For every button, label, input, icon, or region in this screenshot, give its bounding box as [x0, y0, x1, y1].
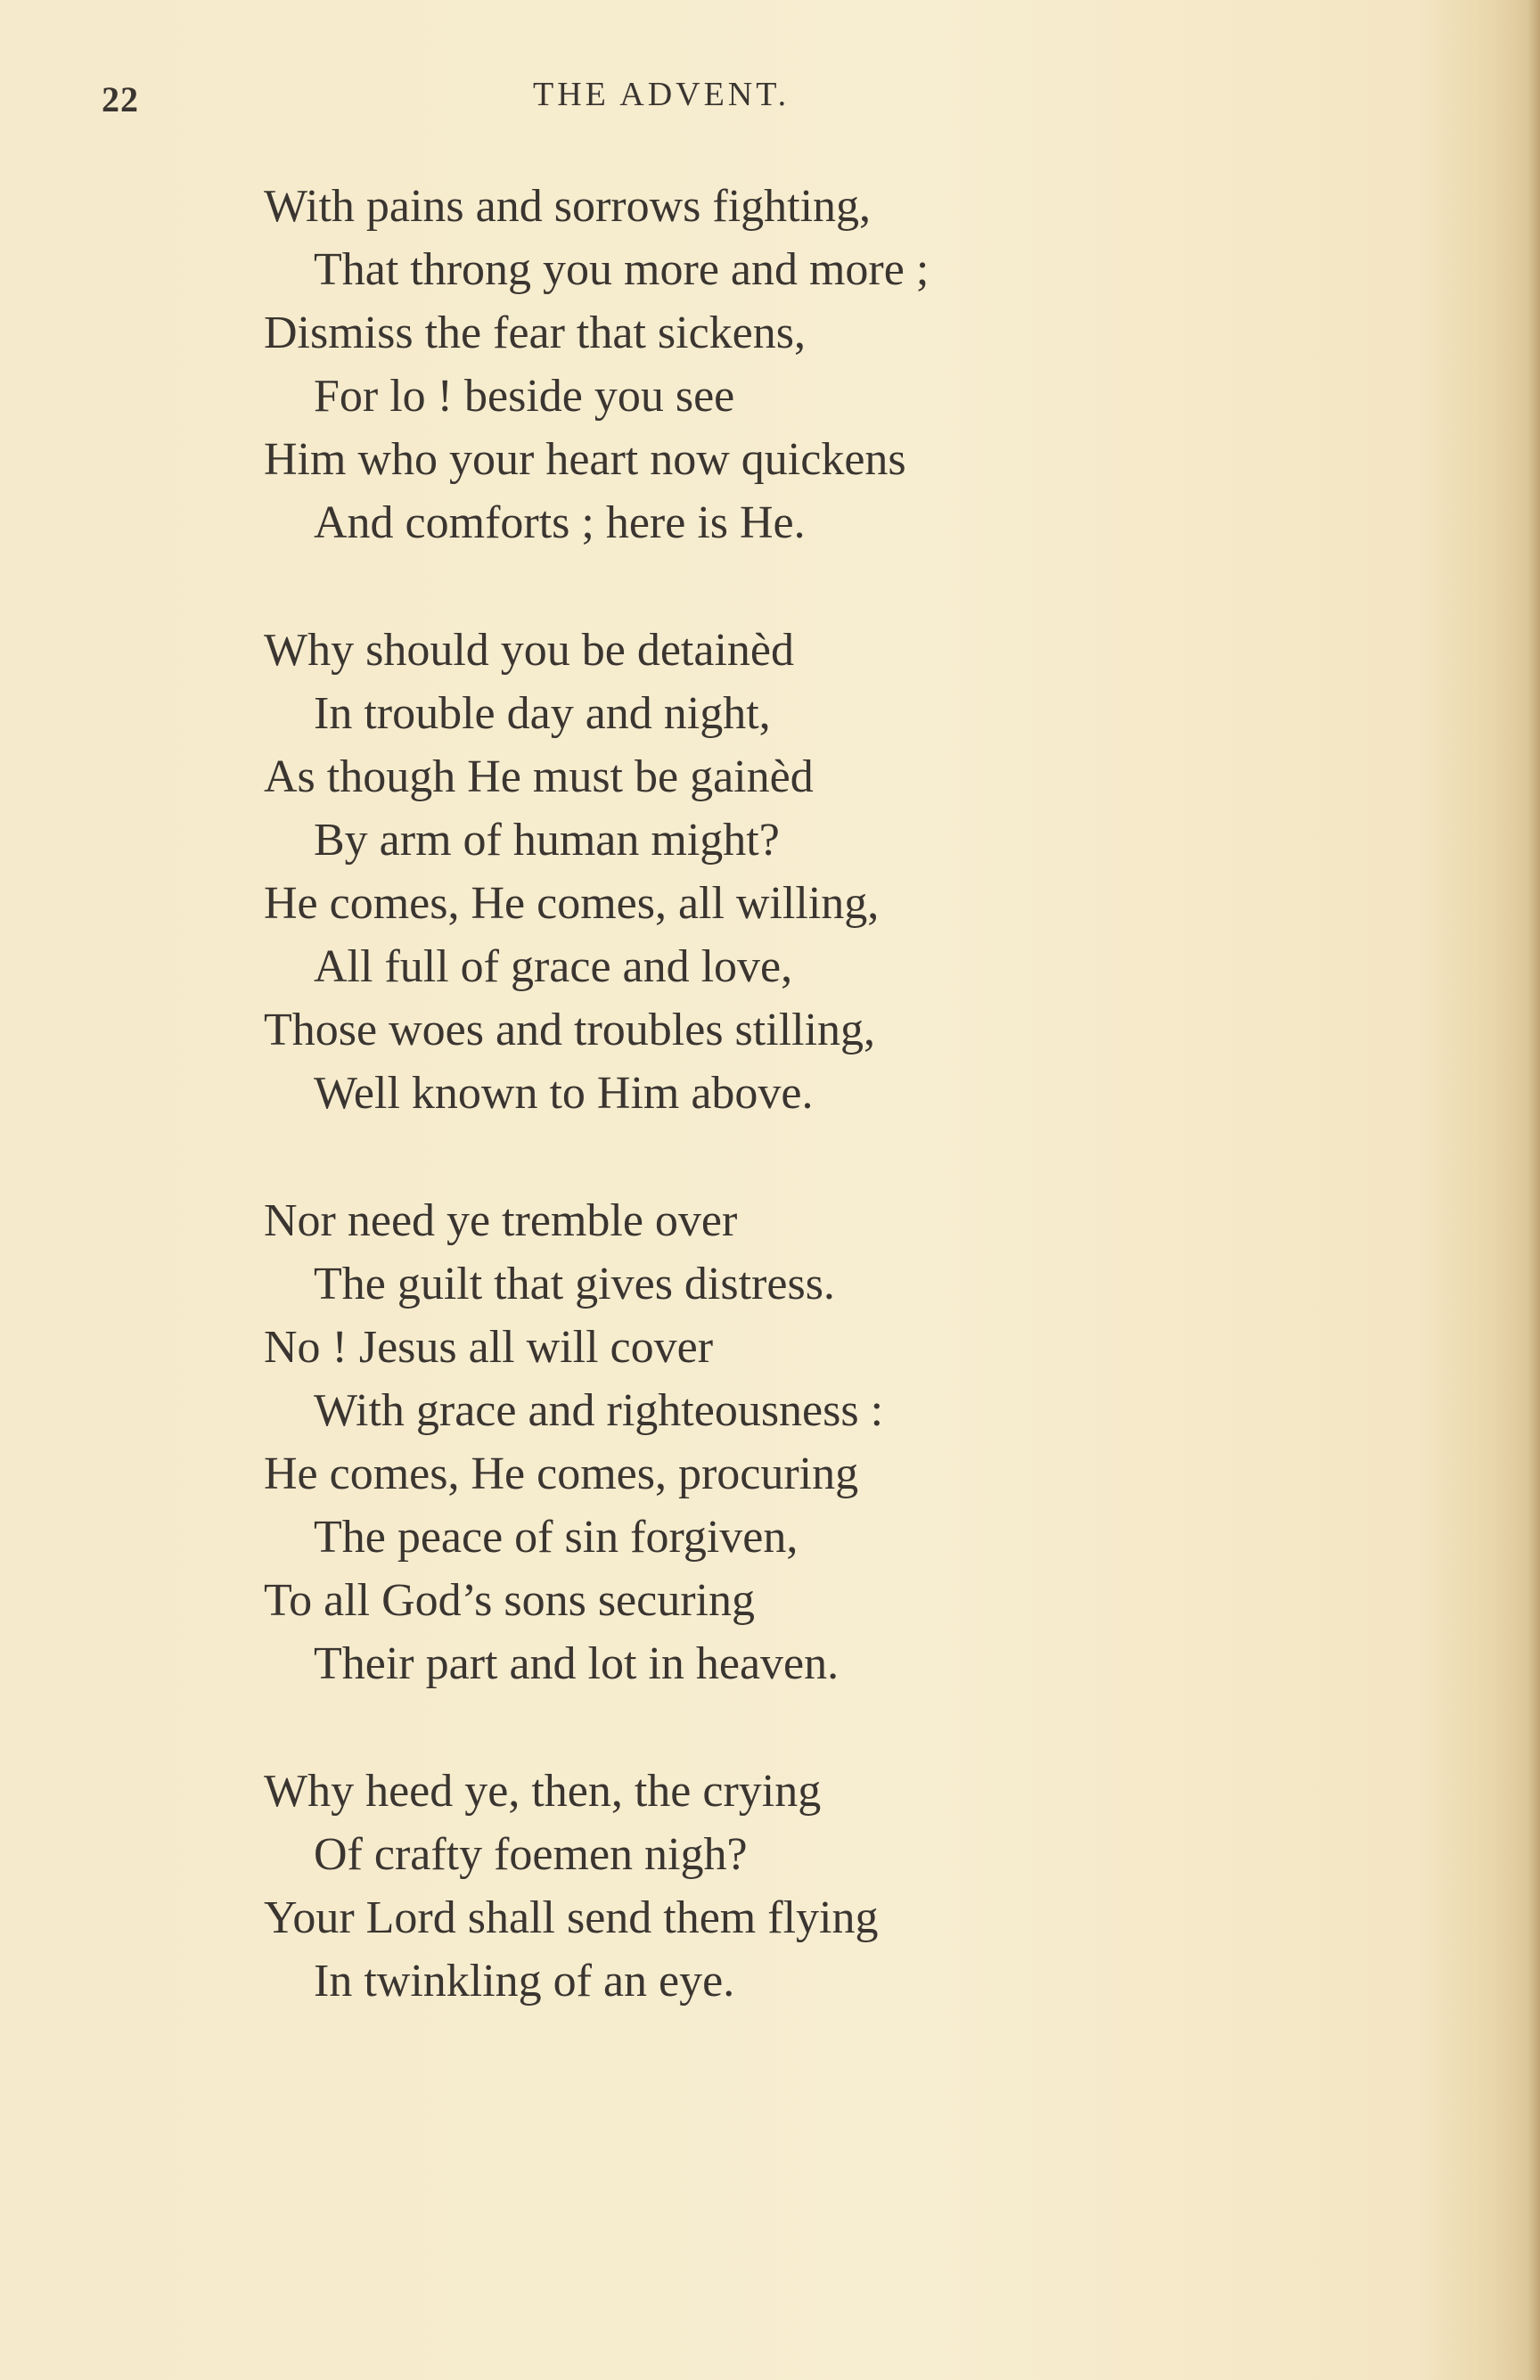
poem-line: Of crafty foemen nigh?	[314, 1829, 748, 1880]
poem-line: Their part and lot in heaven.	[314, 1638, 840, 1689]
poem-line: In twinkling of an eye.	[314, 1956, 735, 2007]
poem-line: Why should you be detainèd	[264, 625, 794, 676]
page-edge-shadow	[1528, 0, 1540, 2380]
poem-line: The peace of sin forgiven,	[314, 1512, 799, 1563]
poem-line: Nor need ye tremble over	[264, 1195, 738, 1246]
poem-line: He comes, He comes, procuring	[264, 1449, 859, 1499]
poem-line: In trouble day and night,	[314, 688, 771, 739]
stanza-2	[264, 619, 1155, 1125]
poem-line: Him who your heart now quickens	[264, 434, 906, 485]
poem-line: As though He must be gainèd	[264, 751, 814, 802]
poem-line: Those woes and troubles stilling,	[264, 1005, 876, 1055]
poem-line: Well known to Him above.	[314, 1068, 814, 1119]
stanza-3	[264, 1189, 1155, 1695]
poem-line: Why heed ye, then, the crying	[264, 1766, 822, 1817]
poem-line: The guilt that gives distress.	[314, 1259, 835, 1309]
poem-line: All full of grace and love,	[314, 941, 793, 992]
poem-line: And comforts ; here is He.	[314, 497, 806, 548]
stanza-1	[264, 175, 1155, 554]
poem-line: With pains and sorrows fighting,	[264, 181, 872, 232]
page-number: 22	[102, 79, 139, 119]
stanza-4	[264, 1760, 1155, 2013]
poem-body	[264, 175, 1155, 2077]
poem-line: To all God’s sons securing	[264, 1575, 755, 1626]
poem-line: Your Lord shall send them flying	[264, 1892, 879, 1943]
poem-line: No ! Jesus all will cover	[264, 1322, 714, 1373]
poem-line: For lo ! beside you see	[314, 371, 735, 422]
poem-line: Dismiss the fear that sickens,	[264, 308, 806, 358]
running-title: THE ADVENT.	[533, 76, 790, 113]
poem-line: He comes, He comes, all willing,	[264, 878, 880, 929]
poem-line: By arm of human might?	[314, 815, 780, 866]
poem-line: With grace and righteousness :	[314, 1385, 884, 1436]
poem-line: That throng you more and more ;	[314, 244, 930, 295]
